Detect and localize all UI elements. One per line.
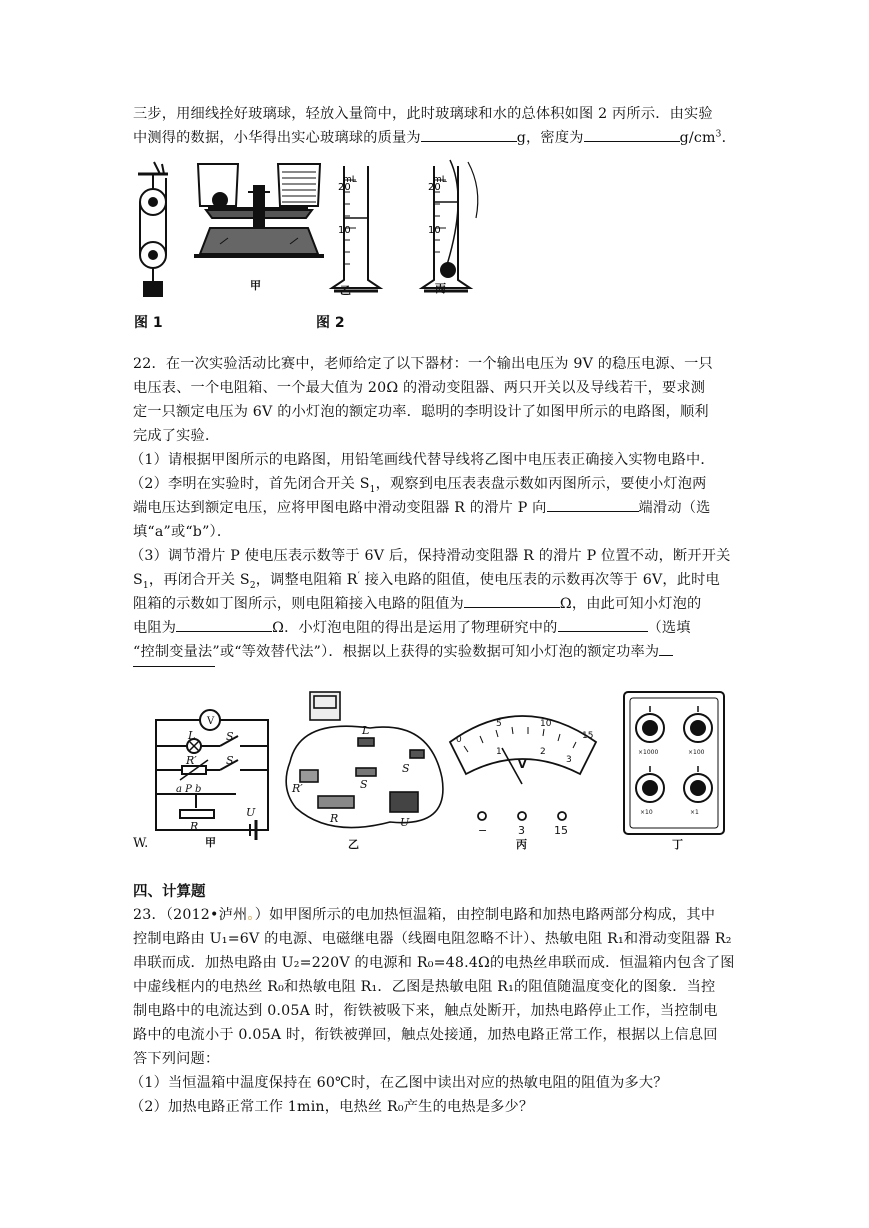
q22-l10-sup: ′ [357, 571, 360, 582]
q22-method-blank [558, 617, 648, 632]
yi-rprime-label: R′ [292, 782, 303, 795]
cyl-bing-10: 10 [428, 225, 441, 236]
q21-line2 [133, 127, 753, 151]
q21-unit: g/cm [679, 130, 716, 146]
q23-line7: 答下列问题： [133, 1051, 220, 1067]
resistance-box [624, 692, 724, 834]
q21-density-text: g，密度为 [516, 130, 584, 146]
q22-l12-a: 电阻为 [133, 620, 177, 636]
q22-line1: 22．在一次实验活动比赛中，老师给定了以下器材：一个输出电压为 9V 的稳压电源、一只 [133, 356, 713, 372]
q22-l12-c: （选填 [647, 620, 691, 636]
balance-figure [194, 164, 324, 256]
q22-line10 [133, 569, 753, 593]
q22-resistance-blank [464, 593, 560, 608]
yi-r-label: R [330, 812, 339, 825]
q23-l1-a: 23．（2012•泸州 [133, 907, 248, 923]
q23-line4: 中虚线框内的电热丝 R₀和热敏电阻 R₁．乙图是热敏电阻 R₁的阻值随温度变化的图象．当控 [133, 979, 716, 995]
dial-2: 2 [540, 747, 546, 757]
q21-mass-text: 中测得的数据，小华得出实心玻璃球的质量为 [133, 130, 421, 146]
q22-l10-sub2: 2 [249, 580, 256, 591]
q22-line3: 定一只额定电压为 6V 的小灯泡的额定功率．聪明的李明设计了如图甲所示的电路图，顺利 [133, 404, 709, 420]
yi-s1-label: S [402, 762, 410, 775]
q22-line12 [133, 617, 753, 641]
fig1-label-jia: 甲 [250, 279, 261, 292]
cyl-bing-unit: mL [433, 175, 447, 185]
cyl-bing-20: 20 [428, 182, 441, 193]
q22-l10-b: ，再闭合开关 S [148, 572, 250, 588]
q23-line2: 控制电路由 U₁=6V 的电源、电磁继电器（线圈电阻忽略不计）、热敏电阻 R₁和滑动变阻器 R₂ [133, 931, 732, 947]
fig-circuits [150, 688, 740, 853]
q22-line7 [133, 497, 753, 521]
jia-s1-label: S [226, 730, 234, 743]
fig1-label-bing: 丙 [435, 282, 446, 295]
jia-rprime-label: R′ [186, 754, 197, 767]
dial-v: V [518, 758, 527, 771]
q22-line9: （3）调节滑片 P 使电压表示数等于 6V 后，保持滑动变阻器 R 的滑片 P 位置不动，断开开关 [130, 548, 731, 564]
q23-line1 [133, 904, 753, 928]
q22-line13 [133, 641, 753, 665]
cyl-yi-10: 10 [338, 225, 351, 236]
q22-l6-sub: 1 [369, 484, 376, 495]
q21-line1: 三步，用细线拴好玻璃球，轻放入量筒中，此时玻璃球和水的总体积如图 2 丙所示．由实验 [133, 106, 713, 122]
circuit-yi [286, 692, 443, 828]
q23-line3: 串联而成．加热电路由 U₂=220V 的电源和 R₀=48.4Ω的电热丝串联而成．恒温箱内包含了图 [133, 955, 735, 971]
dial-5: 5 [496, 719, 502, 729]
q22-line5: （1）请根据甲图所示的电路图，用铅笔画线代替导线将乙图中电压表正确接入实物电路中． [130, 452, 715, 468]
jia-apb-label: a P b [176, 784, 202, 795]
q22-line2: 电压表、一个电阻箱、一个最大值为 20Ω 的滑动变阻器、两只开关以及导线若干，要求测 [133, 380, 706, 396]
q23-l1-dot: 。 [247, 907, 255, 923]
q23-l1-b: ）如甲图所示的电加热恒温箱，由控制电路和加热电路两部分构成，其中 [254, 907, 716, 923]
terminal-minus: − [478, 824, 488, 837]
fig-apparatus [128, 158, 488, 333]
jia-s2-label: S [226, 754, 234, 767]
q22-l6-b: ，观察到电压表表盘示数如丙图所示，要使小灯泡两 [375, 476, 707, 492]
jia-u-label: U [246, 806, 256, 819]
dial-0: 0 [456, 735, 462, 745]
q21-unit-sup: 3 [715, 129, 722, 140]
q22-line8: 填“a”或“b”）． [133, 524, 232, 540]
q22-lamp-resistance-blank [176, 617, 272, 632]
fig1-label-yi: 乙 [340, 284, 351, 297]
q22-l10-c: ，调整电阻箱 R [255, 572, 358, 588]
q22-l11-b: Ω，由此可知小灯泡的 [559, 596, 702, 612]
box-x100: ×100 [688, 749, 705, 756]
yi-u-label: U [400, 816, 410, 829]
fig2-caption: 图 2 [316, 315, 345, 331]
q22-l13-a: “控制变量法”或“等效替代法”）．根据以上获得的实验数据可知小灯泡的额定功率为 [133, 644, 660, 660]
q21-density-blank [584, 127, 680, 142]
dial-3: 3 [566, 755, 572, 765]
fig-label-jia: 甲 [205, 836, 216, 849]
terminal-15: 15 [554, 824, 568, 837]
q21-period: ． [721, 130, 736, 146]
q22-l6-a: （2）李明在实验时，首先闭合开关 S [130, 476, 370, 492]
q22-unit-w: W. [133, 836, 149, 851]
q22-l10-a: S [133, 572, 143, 588]
q23-line9: （2）加热电路正常工作 1min，电热丝 R₀产生的电热是多少？ [130, 1099, 534, 1115]
fig-label-bing: 丙 [516, 838, 527, 851]
q22-l10-sub1: 1 [142, 580, 149, 591]
q23-line6: 路中的电流小于 0.05A 时，衔铁被弹回，触点处接通，加热电路正常工作，根据以上信息回 [133, 1027, 718, 1043]
q22-l10-d: 接入电路的阻值，使电压表的示数再次等于 6V，此时电 [359, 572, 720, 588]
section-header: 四、计算题 [133, 884, 206, 900]
cyl-yi-20: 20 [338, 182, 351, 193]
box-x1: ×1 [690, 809, 699, 816]
q22-line4: 完成了实验． [133, 428, 220, 444]
fig-label-yi: 乙 [348, 838, 359, 851]
dial-15: 15 [582, 731, 594, 741]
q23-line8: （1）当恒温箱中温度保持在 60℃时，在乙图中读出对应的热敏电阻的阻值为多大？ [130, 1075, 668, 1091]
q22-l11-a: 阻箱的示数如丁图所示，则电阻箱接入电路的阻值为 [133, 596, 464, 612]
yi-l-label: L [362, 724, 370, 737]
q22-power-blank-start [659, 641, 673, 656]
q22-line6 [130, 473, 750, 497]
fig-label-ding: 丁 [672, 838, 683, 851]
box-x1000: ×1000 [638, 749, 659, 756]
q22-l12-b: Ω．小灯泡电阻的得出是运用了物理研究中的 [272, 620, 558, 636]
circuit-jia [156, 710, 268, 840]
dial-1: 1 [496, 747, 502, 757]
q22-power-blank [133, 666, 215, 667]
jia-l-label: L [188, 729, 196, 742]
fig1-caption: 图 1 [134, 315, 163, 331]
jia-r-label: R [190, 820, 199, 833]
box-x10: ×10 [640, 809, 653, 816]
cyl-yi-unit: mL [343, 175, 357, 185]
jia-v-label: V [207, 716, 215, 727]
q23-line5: 制电路中的电流达到 0.05A 时，衔铁被吸下来，触点处断开，加热电路停止工作，当控制电 [133, 1003, 718, 1019]
pulley-figure [138, 162, 168, 296]
yi-s2-label: S [360, 778, 368, 791]
q22-line11 [133, 593, 753, 617]
q22-l7-a: 端电压达到额定电压，应将甲图电路中滑动变阻器 R 的滑片 P 向 [133, 500, 547, 516]
dial-10: 10 [540, 719, 552, 729]
terminal-3: 3 [518, 824, 525, 837]
q22-l7-b: 端滑动（选 [638, 500, 711, 516]
q21-mass-blank [421, 127, 517, 142]
q22-direction-blank [547, 497, 639, 512]
